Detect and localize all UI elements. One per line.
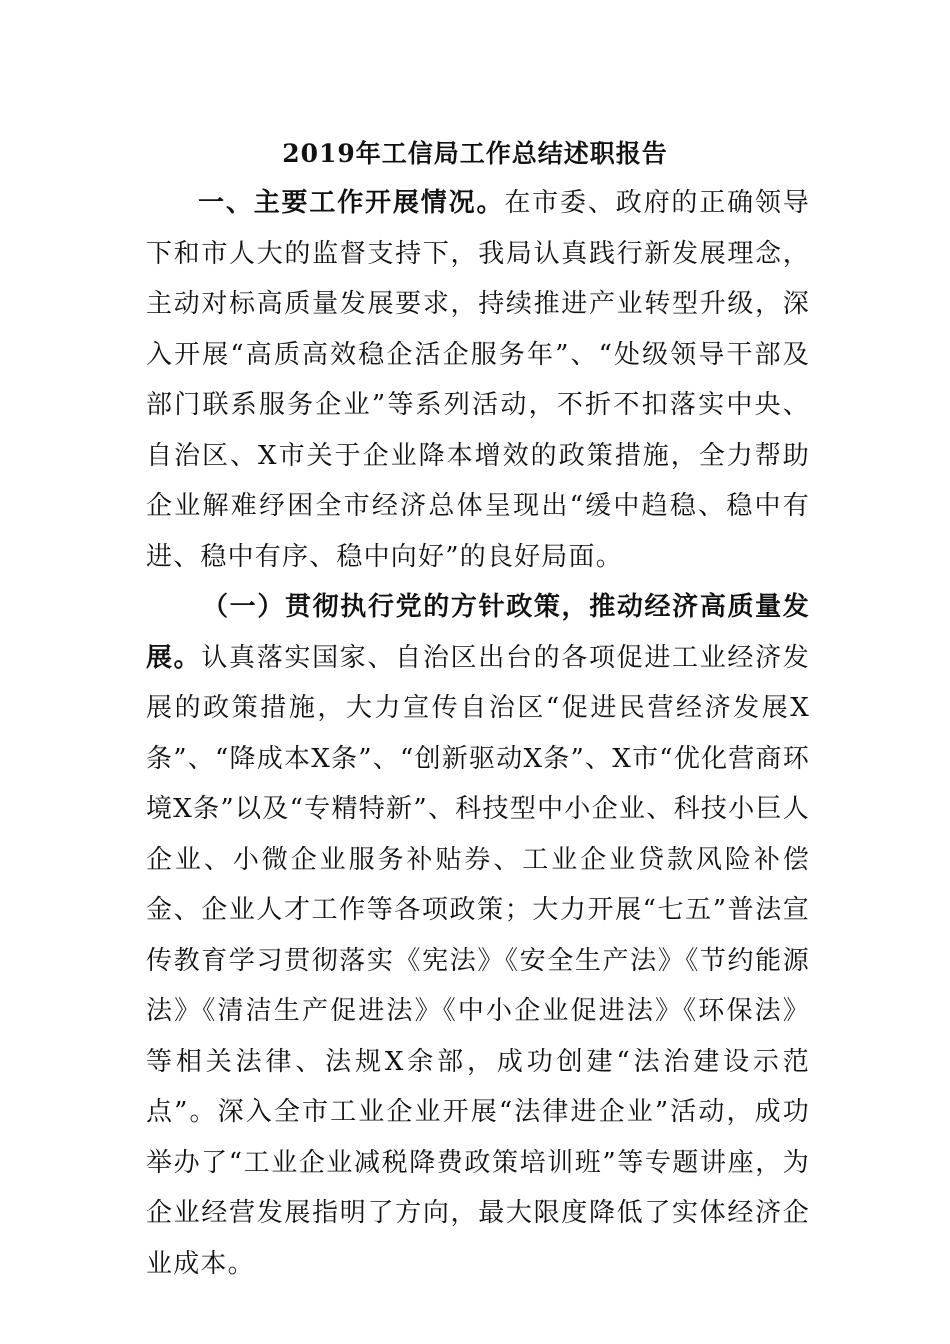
paragraph-body-text: 在市委、政府的正确领导下和市人大的监督支持下，我局认真践行新发展理念，主动对标高质量发展要求，持续推进产业转型升级，深入开展“高质高效稳企活企服务年”、“处级领导干部及部门联系服务企业”等系列活动，不折不扣落实中央、自治区、X市关于企业降本增效的政策措施，全力帮助企业解难纾困全市经济总体呈现出“缓中趋稳、稳中有进、稳中有序、稳中向好”的良好局面。: [146, 188, 811, 572]
document-body: [146, 178, 810, 1289]
document-title: 2019年工信局工作总结述职报告: [282, 139, 668, 168]
paragraph-body-text: 认真落实国家、自治区出台的各项促进工业经济发展的政策措施，大力宣传自治区“促进民营经济发展X条”、“降成本X条”、“创新驱动X条”、X市“优化营商环境X条”以及“专精特新”、科技型中小企业、科技小巨人企业、小微企业服务补贴券、工业企业贷款风险补偿金、企业人才工作等各项政策；大力开展“七五”普法宣传教育学习贯彻落实《宪法》《安全生产法》《节约能源法》《清洁生产促进法》《中小企业促进法》《环保法》等相关法律、法规X余部，成功创建“法治建设示范点”。深入全市工业企业开展“法律进企业”活动，成功举办了“工业企业减税降费政策培训班”等专题讲座，为企业经营发展指明了方向，最大限度降低了实体经济企业成本。: [146, 642, 810, 1279]
paragraph-lead-heading: （一）贯彻执行党的方针政策，推动经济高质量发展。: [146, 592, 810, 673]
paragraph-lead-heading: 一、主要工作开展情况。: [198, 188, 505, 218]
paragraph-main-work: [146, 178, 810, 582]
paragraph-policy-implementation: [146, 582, 810, 1289]
